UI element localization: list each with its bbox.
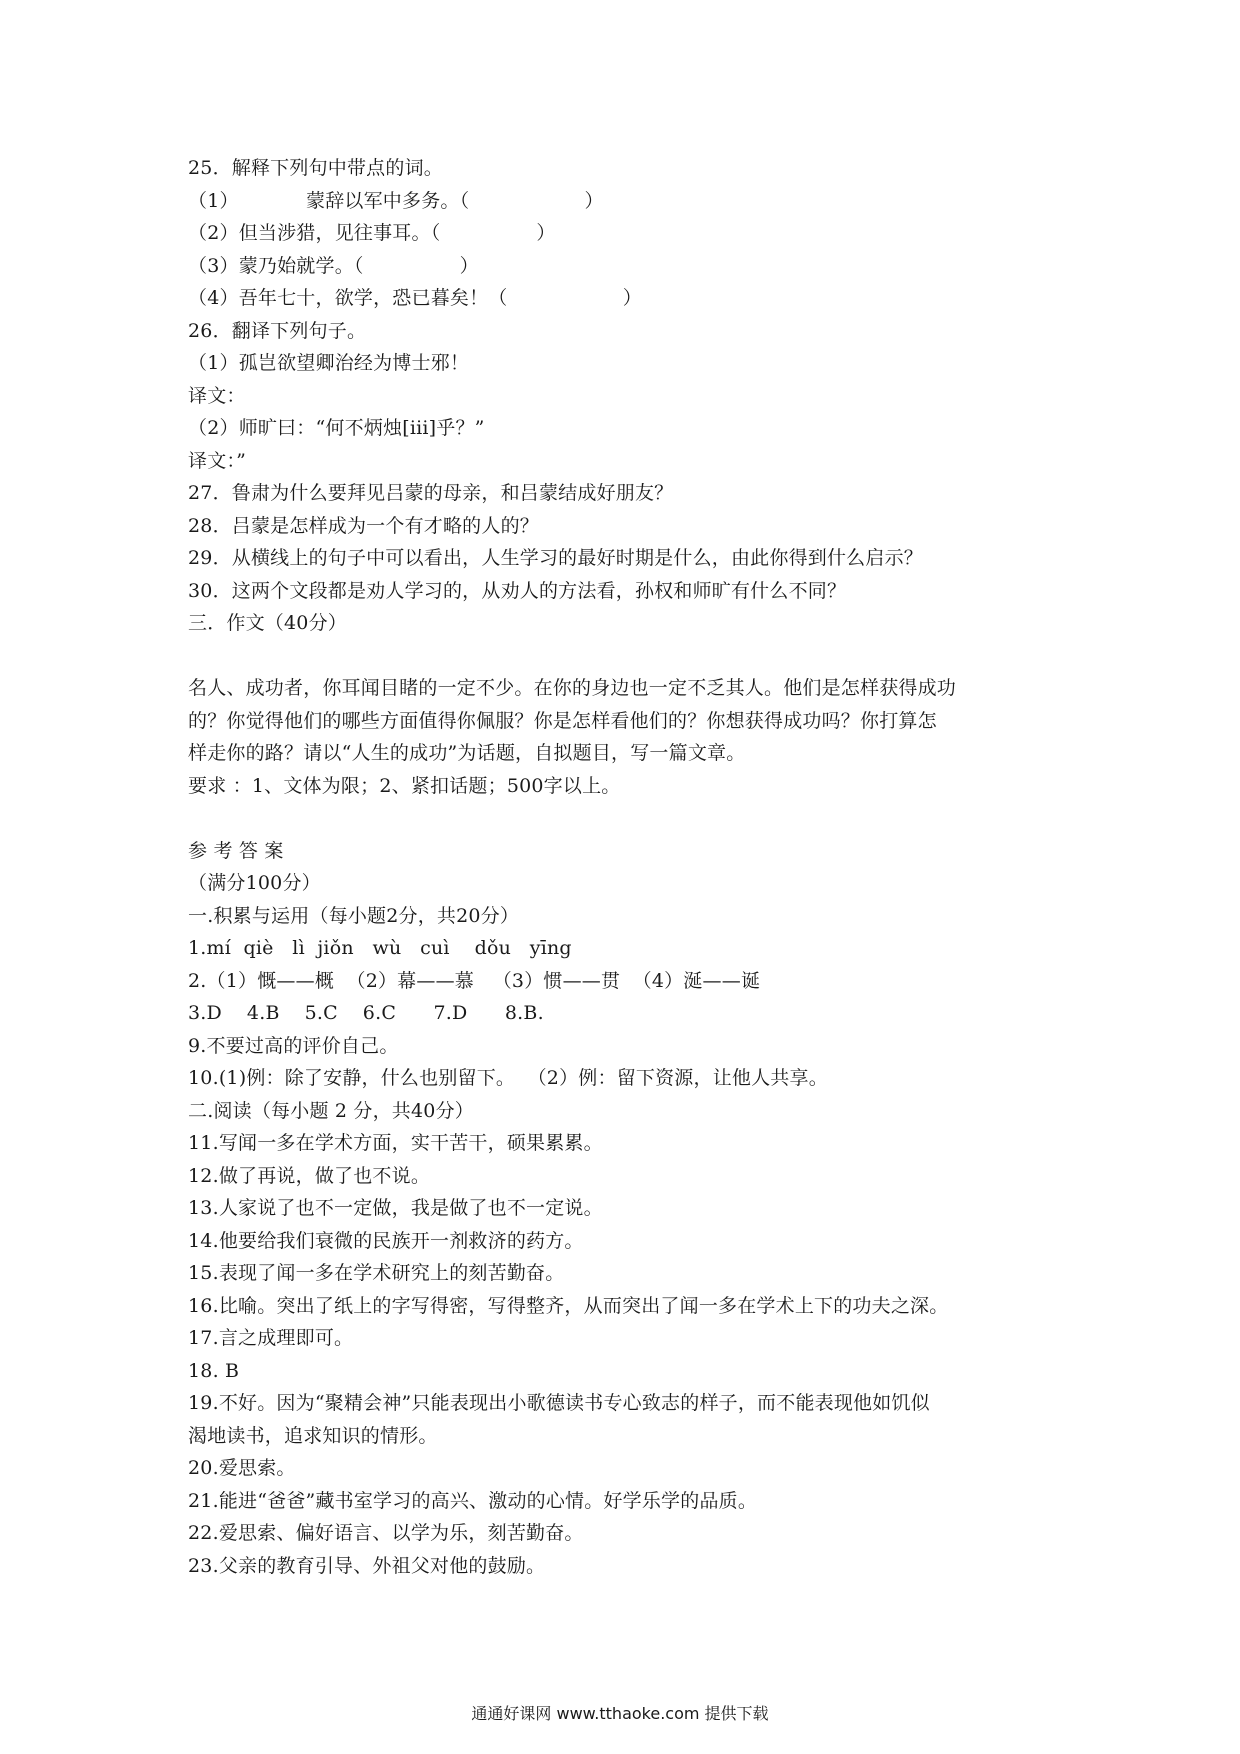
text-line: 9.不要过高的评价自己。: [188, 1034, 399, 1057]
text-line: 14.他要给我们衰微的民族开一剂救济的药方。: [188, 1229, 584, 1252]
text-line: 渴地读书，追求知识的情形。: [188, 1424, 438, 1447]
text-line: 15.表现了闻一多在学术研究上的刻苦勤奋。: [188, 1262, 565, 1284]
text-line: （4）吾年七十，欲学，恐已暮矣！（ ）: [188, 287, 642, 309]
text-line: 要求 ：1、文体为限；2、紧扣话题；500字以上。: [188, 774, 621, 797]
text-line: 30．这两个文段都是劝人学习的，从劝人的方法看，孙权和师旷有什么不同？: [188, 579, 847, 602]
text-line: （满分100分）: [188, 872, 321, 894]
text-line: 二.阅读（每小题 2 分，共40分）: [188, 1099, 474, 1122]
text-line: 29．从横线上的句子中可以看出，人生学习的最好时期是什么，由此你得到什么启示？: [188, 547, 923, 569]
text-line: 名人、成功者，你耳闻目睹的一定不少。在你的身边也一定不乏其人。他们是怎样获得成功: [188, 677, 957, 699]
text-line: 16.比喻。突出了纸上的字写得密，写得整齐，从而突出了闻一多在学术上下的功夫之深。: [188, 1294, 949, 1317]
page-footer: 通通好课网 www.tthaoke.com 提供下载: [471, 1704, 769, 1723]
text-line: 样走你的路？请以“人生的成功”为话题，自拟题目，写一篇文章。: [188, 742, 746, 764]
text-line: 3.D 4.B 5.C 6.C 7.D 8.B.: [188, 1002, 544, 1024]
text-line: 译文：: [188, 384, 246, 407]
text-line: 11.写闻一多在学术方面，实干苦干，硕果累累。: [188, 1132, 603, 1154]
text-line: 译文：”: [188, 449, 247, 472]
text-line: 26．翻译下列句子。: [188, 319, 367, 342]
text-line: （1） 蒙辞以军中多务。（ ）: [188, 189, 604, 212]
text-line: （3）蒙乃始就学。（ ）: [188, 254, 479, 277]
text-line: 1.mí qiè lì jiǒn wù cuì dǒu yīng: [188, 937, 572, 959]
text-line: 25．解释下列句中带点的词。: [188, 157, 443, 179]
text-line: 22.爱思索、偏好语言、以学为乐，刻苦勤奋。: [188, 1522, 584, 1544]
text-line: 17.言之成理即可。: [188, 1327, 354, 1349]
text-line: 21.能进“爸爸”藏书室学习的高兴、激动的心情。好学乐学的品质。: [188, 1489, 758, 1512]
text-line: 28．吕蒙是怎样成为一个有才略的人的？: [188, 514, 539, 537]
text-line: 18. B: [188, 1359, 240, 1382]
text-line: （2）但当涉猎，见往事耳。（ ）: [188, 222, 556, 244]
text-line: 一.积累与运用（每小题2分，共20分）: [188, 904, 520, 927]
blank-line: [188, 802, 1068, 835]
text-line: 2.（1）慨——概 （2）幕——慕 （3）惯——贯 （4）涎——诞: [188, 969, 761, 992]
text-line: 13.人家说了也不一定做，我是做了也不一定说。: [188, 1197, 603, 1219]
text-line: 19.不好。因为“聚精会神”只能表现出小歌德读书专心致志的样子，而不能表现他如饥似: [188, 1392, 930, 1414]
text-line: 的？你觉得他们的哪些方面值得你佩服？你是怎样看他们的？你想获得成功吗？你打算怎: [188, 709, 937, 732]
text-line: 10.(1)例：除了安静，什么也别留下。 （2）例：留下资源，让他人共享。: [188, 1067, 828, 1089]
text-line: 20.爱思索。: [188, 1457, 296, 1479]
text-line: 27．鲁肃为什么要拜见吕蒙的母亲，和吕蒙结成好朋友？: [188, 482, 674, 504]
text-line: 12.做了再说，做了也不说。: [188, 1164, 431, 1187]
blank-line: [188, 640, 1068, 673]
text-line: 三．作文（40分）: [188, 612, 347, 634]
document-body: [188, 152, 1068, 1582]
text-line: 23.父亲的教育引导、外祖父对他的鼓励。: [188, 1554, 546, 1577]
text-line: 参 考 答 案: [188, 839, 284, 862]
text-line: （2）师旷曰：“何不炳烛[iii]乎？”: [188, 417, 485, 439]
text-line: （1）孤岂欲望卿治经为博士邪！: [188, 352, 470, 374]
